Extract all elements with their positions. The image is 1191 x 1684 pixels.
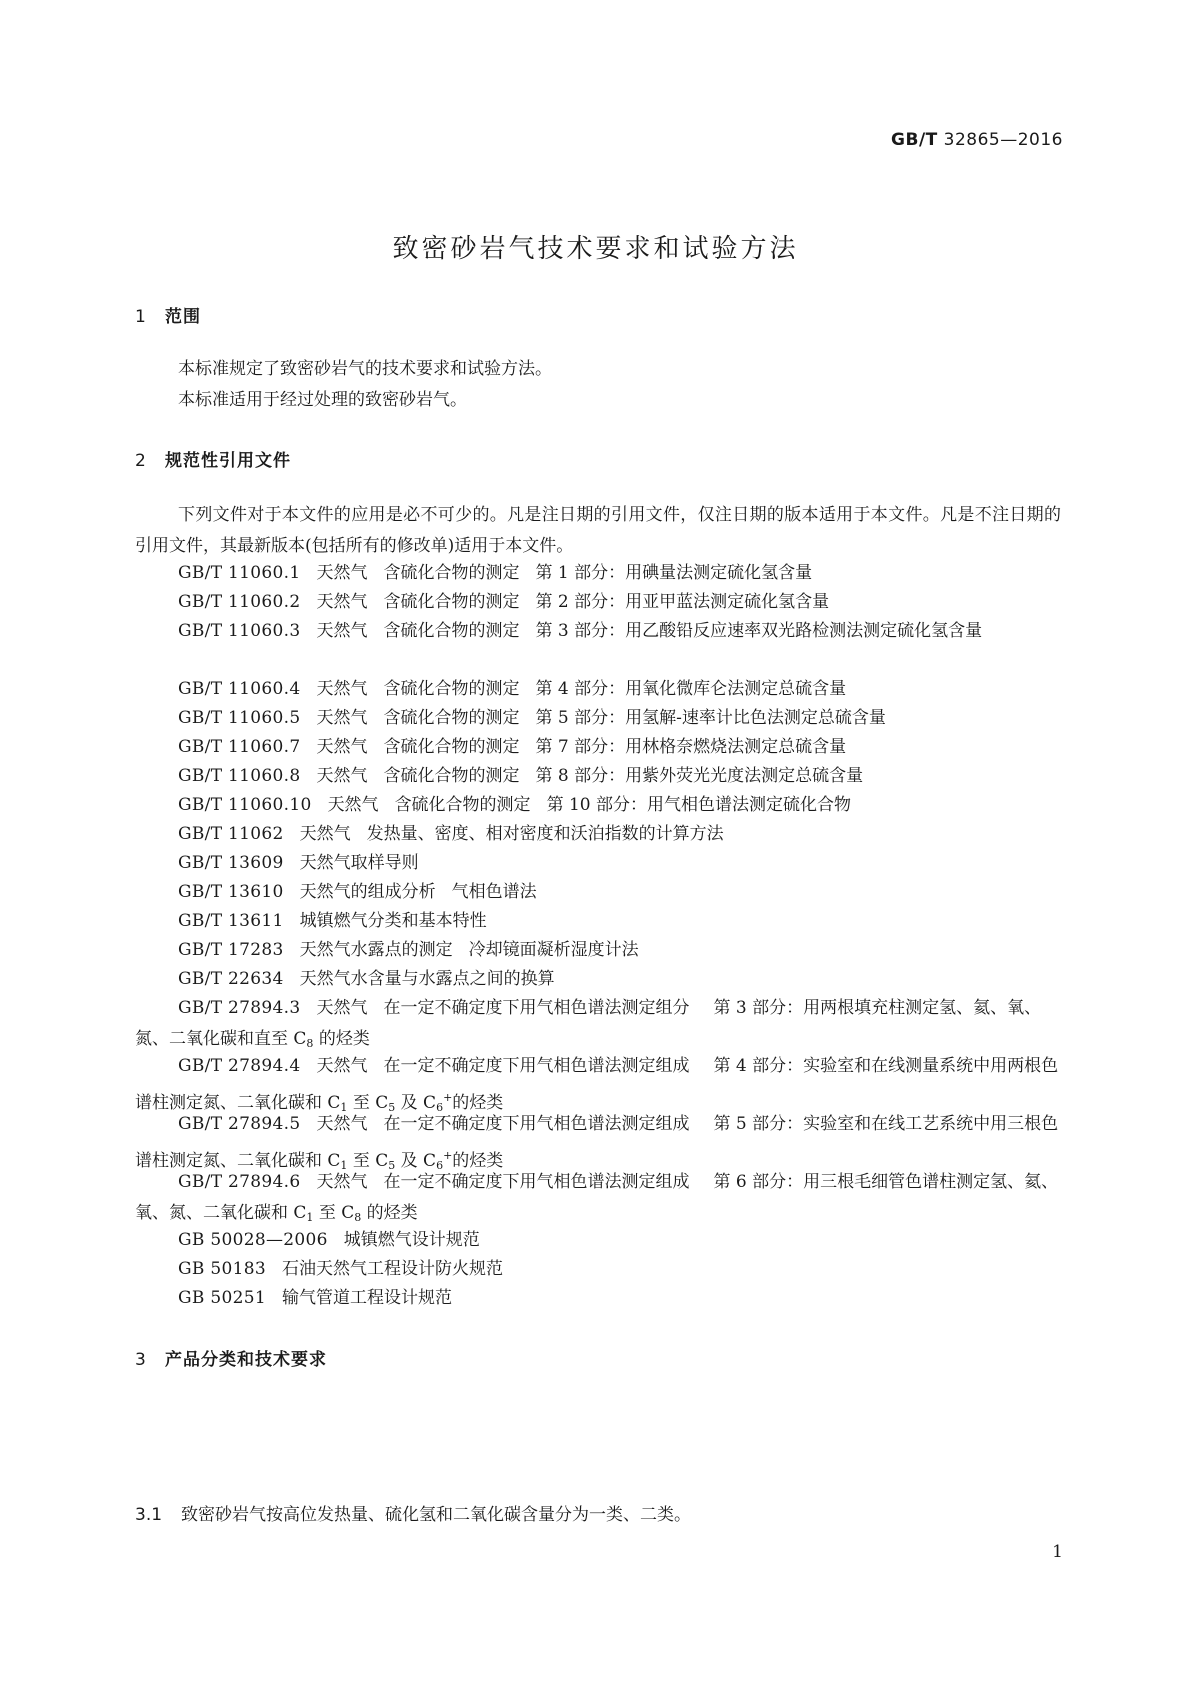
reference-item [135, 790, 1061, 821]
text-span: GB/T 27894.3 [178, 998, 301, 1018]
text-span: 第 10 部分：用气相色谱法测定硫化合物 [546, 795, 852, 815]
text-span: 及 C [395, 1093, 437, 1113]
text-span: 天然气 [316, 563, 368, 583]
section-1-heading [135, 302, 201, 327]
text-span: GB/T [891, 130, 938, 150]
reference-item [135, 993, 1061, 1059]
text-span: 第 4 部分：用氧化微库仑法测定总硫含量 [535, 679, 847, 699]
text-span: 8 [354, 1211, 362, 1224]
text-span: + [443, 1149, 453, 1162]
text-span: 1 [340, 1159, 348, 1172]
reference-item [135, 703, 1061, 734]
reference-item [135, 616, 1061, 647]
section-3-heading [135, 1345, 327, 1370]
text-span: 第 5 部分：用氢解-速率计比色法测定总硫含量 [535, 708, 886, 728]
text-span: 范围 [165, 307, 201, 327]
text-span: 8 [306, 1037, 314, 1050]
text-span: 含硫化合物的测定 [394, 795, 531, 815]
text-span: 天然气 [316, 1056, 368, 1076]
text-span: GB/T 27894.6 [178, 1172, 301, 1192]
text-span: 含硫化合物的测定 [383, 737, 520, 757]
text-span: 至 C [347, 1151, 389, 1171]
text-span: 在一定不确定度下用气相色谱法测定组成 [383, 1114, 690, 1134]
text-span: 城镇燃气分类和基本特性 [299, 911, 487, 931]
reference-item [135, 1254, 1061, 1285]
text-span: 3.1 [135, 1505, 163, 1525]
text-span: 第 1 部分：用碘量法测定硫化氢含量 [535, 563, 813, 583]
text-span: 天然气 [316, 679, 368, 699]
document-title: 致密砂岩气技术要求和试验方法 [392, 234, 799, 264]
text-span: 天然气 [327, 795, 379, 815]
text-span: 天然气 [316, 1172, 368, 1192]
text-span: 第 7 部分：用林格奈燃烧法测定总硫含量 [535, 737, 847, 757]
reference-item [135, 819, 1061, 850]
text-span: 在一定不确定度下用气相色谱法测定组分 [383, 998, 690, 1018]
text-span: 天然气 [316, 737, 368, 757]
text-span: GB/T 13610 [178, 882, 284, 902]
text-span: 天然气取样导则 [299, 853, 419, 873]
text-span: 天然气 [316, 592, 368, 612]
text-span: 在一定不确定度下用气相色谱法测定组成 [383, 1172, 690, 1192]
text-span: + [443, 1091, 453, 1104]
reference-item [135, 558, 1061, 589]
text-span: 含硫化合物的测定 [383, 563, 520, 583]
text-span: 的烃类 [313, 1029, 370, 1049]
text-span: GB/T 27894.5 [178, 1114, 301, 1134]
text-span: 含硫化合物的测定 [383, 621, 520, 641]
text-span: 在一定不确定度下用气相色谱法测定组成 [383, 1056, 690, 1076]
text-span: 天然气 [316, 998, 368, 1018]
reference-item [135, 1283, 1061, 1314]
text-span: 第 6 部分：用三根毛细管色谱柱测定氢、氦、氧、氮、二氧化碳和 C [135, 1172, 1059, 1223]
reference-item [135, 935, 1061, 966]
text-span: GB 50251 [178, 1288, 266, 1308]
text-span: GB/T 11060.2 [178, 592, 301, 612]
text-span: 城镇燃气设计规范 [343, 1230, 480, 1250]
section-1-para-2: 本标准适用于经过处理的致密砂岩气。 [178, 390, 467, 410]
reference-item [135, 1167, 1061, 1233]
text-span: GB/T 11062 [178, 824, 284, 844]
text-span: 天然气 [316, 1114, 368, 1134]
text-span: 天然气 [316, 766, 368, 786]
text-span: 5 [388, 1159, 396, 1172]
text-span: 的烃类 [361, 1203, 418, 1223]
text-span: 规范性引用文件 [165, 451, 291, 471]
text-span: 天然气 [316, 621, 368, 641]
text-span: 气相色谱法 [451, 882, 537, 902]
text-span: 至 C [347, 1093, 389, 1113]
text-span: 5 [388, 1101, 396, 1114]
text-span: 1 [135, 307, 147, 327]
reference-item [135, 674, 1061, 705]
text-span: GB/T 13611 [178, 911, 284, 931]
text-span: 天然气 [299, 824, 351, 844]
text-span: 发热量、密度、相对密度和沃泊指数的计算方法 [366, 824, 724, 844]
text-span: 含硫化合物的测定 [383, 592, 520, 612]
text-span: 第 3 部分：用乙酸铅反应速率双光路检测法测定硫化氢含量 [535, 621, 983, 641]
text-span: 天然气的组成分析 [299, 882, 436, 902]
text-span: 3 [135, 1350, 147, 1370]
reference-item [135, 964, 1061, 995]
text-span: GB/T 27894.4 [178, 1056, 301, 1076]
text-span: 含硫化合物的测定 [383, 708, 520, 728]
text-span: 石油天然气工程设计防火规范 [281, 1259, 503, 1279]
text-span: 6 [436, 1101, 444, 1114]
text-span: 第 4 部分：实验室和在线测量系统中用两根色谱柱测定氮、二氧化碳和 C [135, 1056, 1059, 1113]
reference-item [135, 877, 1061, 908]
text-span: 第 2 部分：用亚甲蓝法测定硫化氢含量 [535, 592, 830, 612]
text-span: GB/T 11060.8 [178, 766, 301, 786]
reference-item [135, 761, 1061, 792]
section-2-intro: 下列文件对于本文件的应用是必不可少的。凡是注日期的引用文件，仅注日期的版本适用于本文件。凡是不注日期的引用文件，其最新版本(包括所有的修改单)适用于本文件。 [135, 505, 1061, 556]
text-span: GB/T 11060.4 [178, 679, 301, 699]
text-span: GB/T 11060.1 [178, 563, 301, 583]
text-span: GB/T 22634 [178, 969, 284, 989]
text-span: 含硫化合物的测定 [383, 766, 520, 786]
clause-3-1 [135, 1500, 691, 1525]
text-span: 1 [340, 1101, 348, 1114]
text-span: 冷却镜面凝析湿度计法 [468, 940, 639, 960]
text-span: 的烃类 [452, 1093, 504, 1113]
text-span: 致密砂岩气按高位发热量、硫化氢和二氧化碳含量分为一类、二类。 [181, 1505, 691, 1525]
page-number: 1 [1052, 1542, 1063, 1562]
reference-item [135, 848, 1061, 879]
text-span: GB/T 13609 [178, 853, 284, 873]
text-span: GB/T 11060.10 [178, 795, 312, 815]
text-span: GB 50028—2006 [178, 1230, 328, 1250]
text-span: 的烃类 [452, 1151, 504, 1171]
text-span: GB/T 11060.5 [178, 708, 301, 728]
text-span: GB/T 11060.7 [178, 737, 301, 757]
reference-item [135, 1225, 1061, 1256]
text-span: 第 3 部分：用两根填充柱测定氢、氦、氧、氮、二氧化碳和直至 C [135, 998, 1042, 1049]
section-2-heading [135, 446, 291, 471]
text-span: 32865—2016 [943, 130, 1063, 150]
text-span: 1 [306, 1211, 314, 1224]
reference-item [135, 587, 1061, 618]
text-span: 天然气水含量与水露点之间的换算 [299, 969, 555, 989]
text-span: GB/T 17283 [178, 940, 284, 960]
text-span: 至 C [313, 1203, 355, 1223]
text-span: 天然气 [316, 708, 368, 728]
text-span: 第 8 部分：用紫外荧光光度法测定总硫含量 [535, 766, 864, 786]
text-span: 产品分类和技术要求 [165, 1350, 327, 1370]
standard-code [891, 130, 1063, 150]
text-span: GB 50183 [178, 1259, 266, 1279]
text-span: 含硫化合物的测定 [383, 679, 520, 699]
reference-item [135, 906, 1061, 937]
text-span: 天然气水露点的测定 [299, 940, 453, 960]
text-span: 及 C [395, 1151, 437, 1171]
text-span: 输气管道工程设计规范 [281, 1288, 452, 1308]
text-span: 2 [135, 451, 147, 471]
text-span: 6 [436, 1159, 444, 1172]
text-span: 第 5 部分：实验室和在线工艺系统中用三根色谱柱测定氮、二氧化碳和 C [135, 1114, 1059, 1171]
text-span: GB/T 11060.3 [178, 621, 301, 641]
reference-item [135, 732, 1061, 763]
section-1-para-1: 本标准规定了致密砂岩气的技术要求和试验方法。 [178, 359, 552, 379]
